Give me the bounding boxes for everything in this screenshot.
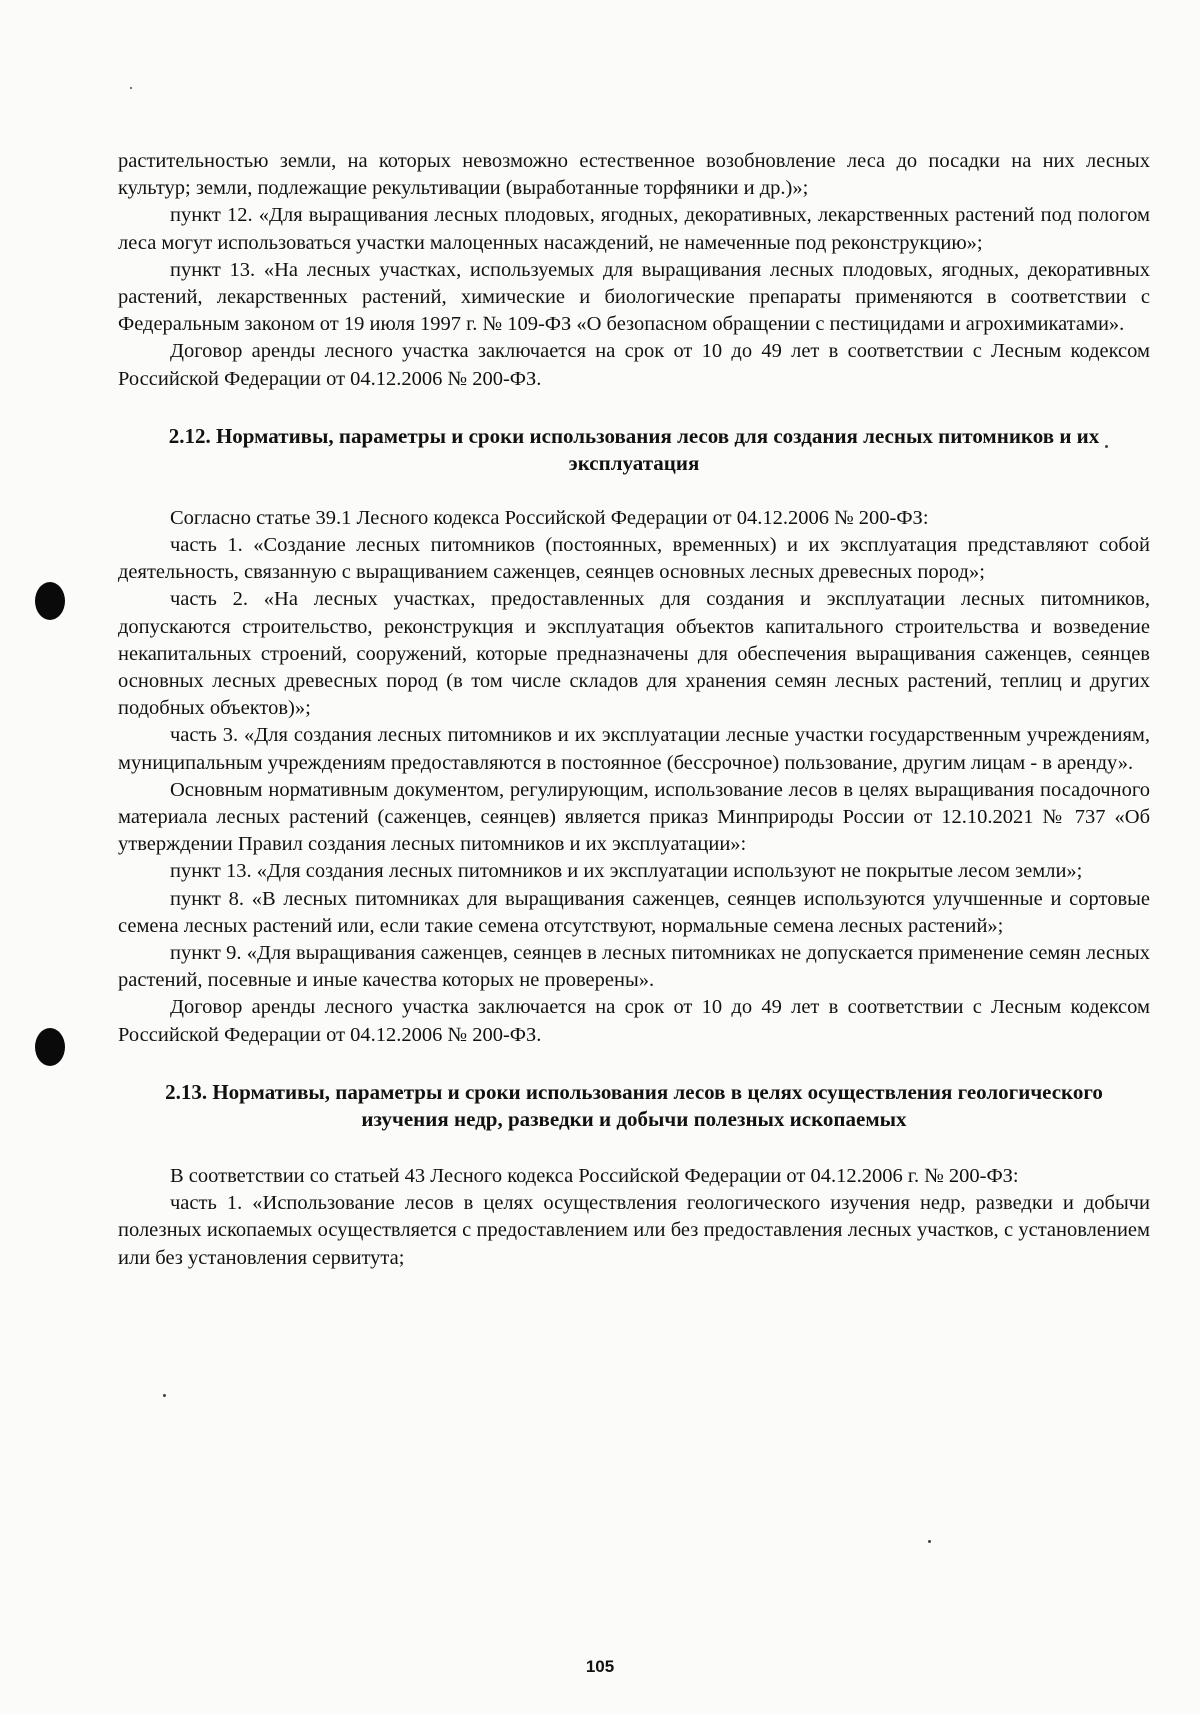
page-body bbox=[118, 148, 1150, 1272]
paragraph: растительностью земли, на которых невозможно естественное возобновление леса до посадки на них лесных культур; земли, подлежащие рекультивации (выработанные торфяники и др.)»; bbox=[118, 150, 1150, 200]
section-heading-2-13: 2.13. Нормативы, параметры и сроки использования лесов в целях осуществления геологического изучения недр, разведки и добычи полезных ископаемых bbox=[165, 1079, 1103, 1131]
paragraph: Договор аренды лесного участка заключается на срок от 10 до 49 лет в соответствии с Лесным кодексом Российской Федерации от 04.12.2006 № 200-ФЗ. bbox=[118, 996, 1150, 1046]
paragraph: В соответствии со статьей 43 Лесного кодекса Российской Федерации от 04.12.2006 г. № 200-ФЗ: bbox=[170, 1164, 1019, 1187]
page-number: 105 bbox=[585, 1657, 615, 1676]
paragraph: пункт 12. «Для выращивания лесных плодовых, ягодных, декоративных, лекарственных растений под пологом леса могут использоваться участки малоценных насаждений, не намеченные под реконструкцию»; bbox=[118, 204, 1150, 254]
paragraph: Основным нормативным документом, регулирующим, использование лесов в целях выращивания посадочного материала лесных растений (саженцев, сеянцев) является приказ Минприроды России от 12.10.2021 № 737 «Об утверждении Правил создания лесных питомников и их эксплуатации»: bbox=[118, 778, 1150, 856]
paragraph: Согласно статье 39.1 Лесного кодекса Российской Федерации от 04.12.2006 № 200-ФЗ: bbox=[170, 506, 929, 529]
paragraph: часть 1. «Создание лесных питомников (постоянных, временных) и их эксплуатация представляют собой деятельность, связанную с выращиванием саженцев, сеянцев основных лесных древесных пород»; bbox=[118, 534, 1150, 584]
paragraph: часть 1. «Использование лесов в целях осуществления геологического изучения недр, разведки и добычи полезных ископаемых осуществляется с предоставлением или без предоставления лесных участков, с установлением или без установления сервитута; bbox=[118, 1192, 1150, 1269]
paragraph: Договор аренды лесного участка заключается на срок от 10 до 49 лет в соответствии с Лесным кодексом Российской Федерации от 04.12.2006 № 200-ФЗ. bbox=[118, 340, 1150, 390]
paragraph: часть 2. «На лесных участках, предоставленных для создания и эксплуатации лесных питомников, допускаются строительство, реконструкция и эксплуатация объектов капитального строительства и возведение некапитальных строений, сооружений, которые предназначены для обеспечения выращивания саженцев, сеянцев основных лесных древесных пород (в том числе складов для хранения семян лесных растений, теплиц и других подобных объектов)»; bbox=[118, 588, 1150, 720]
scan-speck bbox=[130, 87, 132, 89]
punch-hole-mark bbox=[35, 1028, 65, 1066]
paragraph: пункт 13. «На лесных участках, используемых для выращивания лесных плодовых, ягодных, декоративных растений, лекарственных растений, химические и биологические препараты применяются в соответствии с Федеральным законом от 19 июля 1997 г. № 109-ФЗ «О безопасном обращении с пестицидами и агрохимикатами». bbox=[118, 258, 1150, 336]
scan-speck bbox=[928, 1540, 931, 1543]
punch-hole-mark bbox=[35, 582, 65, 620]
paragraph: пункт 9. «Для выращивания саженцев, сеянцев в лесных питомниках не допускается применение семян лесных растений, посевные и иные качества которых не проверены». bbox=[118, 942, 1150, 992]
paragraph: пункт 8. «В лесных питомниках для выращивания саженцев, сеянцев используются улучшенные и сортовые семена лесных растений или, если такие семена отсутствуют, нормальные семена лесных растений»; bbox=[118, 887, 1150, 937]
paragraph: пункт 13. «Для создания лесных питомников и их эксплуатации используют не покрытые лесом земли»; bbox=[170, 860, 1083, 883]
scan-speck bbox=[163, 1394, 166, 1397]
section-heading-2-12: 2.12. Нормативы, параметры и сроки использования лесов для создания лесных питомников и их эксплуатация bbox=[168, 423, 1100, 475]
paragraph: часть 3. «Для создания лесных питомников и их эксплуатации лесные участки государственным учреждениям, муниципальным учреждениям предоставляются в постоянное (бессрочное) пользование, другим лицам - в аренду». bbox=[118, 724, 1150, 774]
